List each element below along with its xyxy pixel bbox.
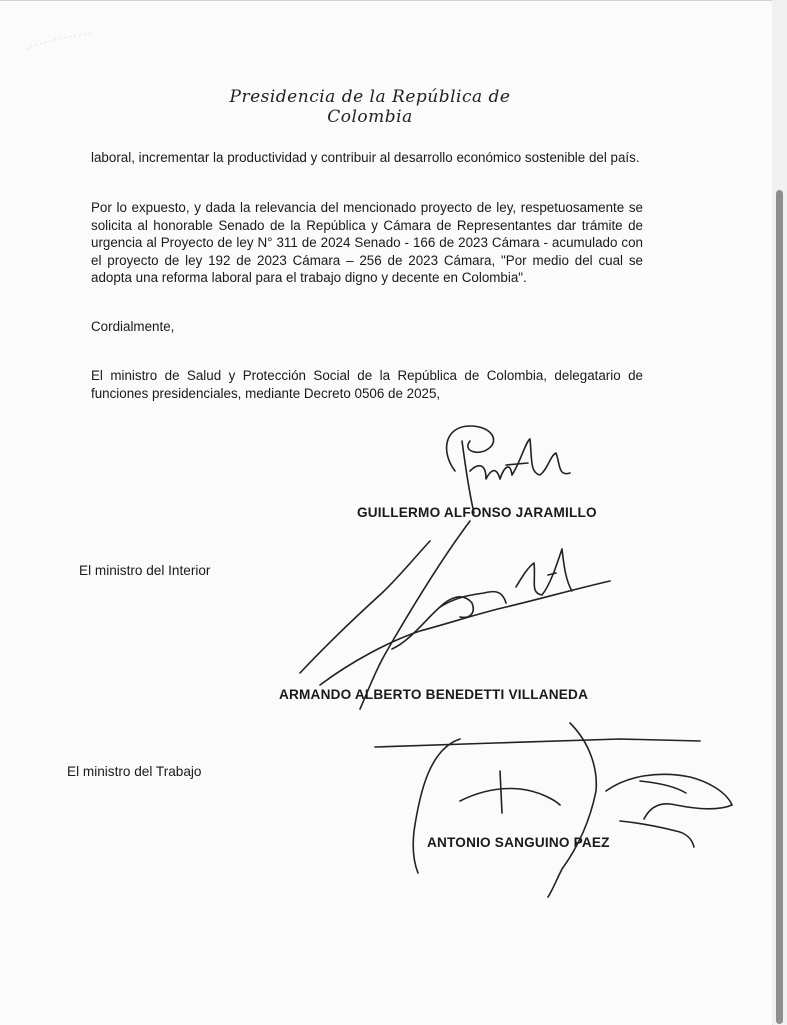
letterhead: Presidencia de la República de Colombia xyxy=(229,87,511,127)
signatory-role-2: El ministro del Interior xyxy=(79,563,211,578)
signatory-name-1: GUILLERMO ALFONSO JARAMILLO xyxy=(357,505,597,520)
scrollbar-thumb[interactable] xyxy=(776,190,783,1024)
delegation-statement: El ministro de Salud y Protección Social de la República de Colombia, delegatario de funciones presidenciales, mediante Decreto 0506 de 2025, xyxy=(91,368,643,401)
body-paragraph-1: laboral, incrementar la productividad y contribuir al desarrollo económico sostenible del país. xyxy=(91,150,640,165)
scrollbar-track[interactable] xyxy=(772,0,787,1024)
signature-3 xyxy=(375,723,732,897)
signatory-name-2: ARMANDO ALBERTO BENEDETTI VILLANEDA xyxy=(279,687,589,702)
body-paragraph-2: Por lo expuesto, y dada la relevancia del mencionado proyecto de ley, respetuosamente se solicita al honorable Senado de la República y Cámara de Representantes dar trámite de urgencia al Proyecto de ley N° 311 de 2024 Senado - 166 de 2023 Cámara - acumulado con el proyecto de ley 192 de 2023 Cámara – 256 de 2023 Cámara, "Por medio del cual se adopta una reforma laboral para el trabajo digno y decente en Colombia". xyxy=(91,200,643,285)
signature-2 xyxy=(300,521,610,709)
closing: Cordialmente, xyxy=(91,319,175,334)
scan-smudge xyxy=(24,31,104,51)
signature-1 xyxy=(447,426,570,513)
signatory-name-3: ANTONIO SANGUINO PAEZ xyxy=(427,835,610,850)
signatory-role-3: El ministro del Trabajo xyxy=(67,764,202,779)
